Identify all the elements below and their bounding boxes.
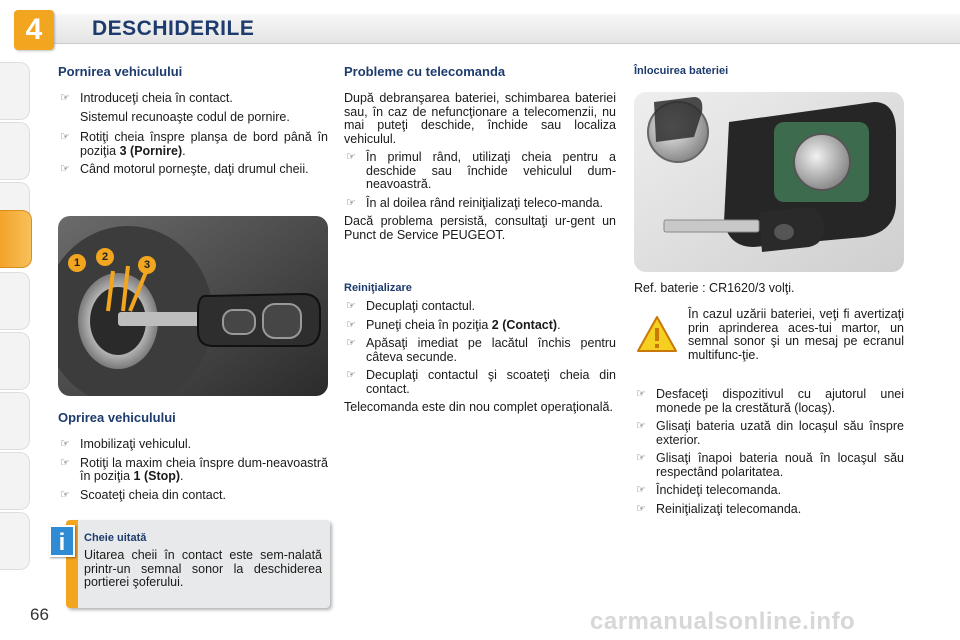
side-tab[interactable] bbox=[0, 452, 30, 510]
chapter-badge bbox=[14, 10, 54, 50]
list-item: ☞ În al doilea rând reiniţializaţi teleco-manda. bbox=[346, 195, 603, 210]
info-icon: i bbox=[49, 525, 75, 557]
list-item: ☞ Scoateţi cheia din contact. bbox=[60, 487, 226, 502]
pointer-icon: ☞ bbox=[60, 163, 70, 175]
list-item: ☞ Glisaţi bateria uzată din locaşul său înspre exterior. bbox=[636, 419, 904, 447]
position-label-2: 2 bbox=[96, 248, 114, 266]
list-item: ☞ Rotiţi cheia înspre planşa de bord până în poziţia 3 (Pornire). bbox=[60, 130, 328, 158]
pointer-icon: ☞ bbox=[60, 131, 70, 143]
pointer-icon: ☞ bbox=[346, 196, 356, 209]
list-item: ☞ Glisaţi înapoi bateria nouă în locaşul său respectând polaritatea. bbox=[636, 451, 904, 479]
list-item: ☞ În primul rând, utilizaţi cheia pentru a deschide sau închide vehiculul dum-neavoastră. bbox=[346, 150, 616, 191]
pointer-icon: ☞ bbox=[636, 420, 646, 432]
side-tab[interactable] bbox=[0, 272, 30, 330]
side-tab[interactable] bbox=[0, 332, 30, 390]
info-box bbox=[66, 520, 330, 608]
start-section bbox=[58, 64, 328, 182]
side-tab[interactable] bbox=[0, 122, 30, 180]
remote-intro: După debranşarea bateriei, schimbarea bateriei sau, în caz de nefuncţionare a telecomenzii, nu mai puteţi deschide, închide sau localiza vehiculul. bbox=[344, 91, 616, 146]
side-tab[interactable] bbox=[0, 62, 30, 120]
battery-ref bbox=[634, 282, 904, 296]
list-item: ☞ Reiniţializaţi telecomanda. bbox=[636, 501, 802, 516]
battery-ref-text: Ref. baterie : CR1620/3 volţi. bbox=[634, 281, 795, 295]
list-item: ☞ Închideţi telecomanda. bbox=[636, 483, 782, 497]
list-item: ☞ Desfaceţi dispozitivul cu ajutorul unei monede pe la crestătură (locaş). bbox=[636, 387, 904, 415]
info-text: Uitarea cheii în contact este sem-nalată printr-un semnal sonor la deschiderea portierei şoferului. bbox=[84, 548, 322, 589]
battery-section bbox=[634, 64, 904, 78]
page-title: DESCHIDERILE bbox=[92, 17, 255, 40]
pointer-icon: ☞ bbox=[346, 318, 356, 331]
watermark: carmanualsonline.info bbox=[590, 608, 856, 635]
reinit-footer: Telecomanda este din nou complet operaţională. bbox=[344, 400, 613, 414]
remote-section bbox=[344, 64, 616, 242]
side-tab[interactable] bbox=[0, 512, 30, 570]
pointer-icon: ☞ bbox=[346, 337, 356, 349]
page-number: 66 bbox=[30, 605, 49, 624]
pointer-icon: ☞ bbox=[60, 488, 70, 501]
pointer-icon: ☞ bbox=[60, 456, 70, 469]
stop-section bbox=[58, 410, 328, 507]
battery-heading: Înlocuirea bateriei bbox=[634, 65, 729, 77]
pointer-icon: ☞ bbox=[346, 151, 356, 163]
reinit-heading: Reiniţializare bbox=[344, 282, 412, 294]
chapter-number: 4 bbox=[25, 13, 43, 46]
reinit-section bbox=[344, 282, 616, 415]
remote-battery-photo bbox=[634, 92, 904, 272]
info-title: Cheie uitată bbox=[84, 532, 147, 544]
warning-icon bbox=[636, 315, 678, 353]
remote-heading: Probleme cu telecomanda bbox=[344, 64, 506, 79]
start-note: Sistemul recunoaşte codul de pornire. bbox=[80, 109, 290, 124]
list-item: ☞ Imobilizaţi vehiculul. bbox=[60, 437, 192, 451]
side-tab-active[interactable] bbox=[0, 210, 32, 268]
battery-steps bbox=[634, 388, 904, 521]
list-item: ☞ Puneţi cheia în poziţia 2 (Contact). bbox=[346, 317, 561, 332]
list-item: ☞ Apăsaţi imediat pe lacătul închis pentru câteva secunde. bbox=[346, 336, 616, 364]
position-label-1: 1 bbox=[68, 254, 86, 272]
list-item: ☞ Rotiţi la maxim cheia înspre dum-neavoastră în poziţia 1 (Stop). bbox=[60, 455, 328, 483]
battery-warning-text: În cazul uzării bateriei, veţi fi avertizaţi prin aprinderea aces-tui martor, un semnal sonor şi un mesaj pe ecranul multifunc-ţie. bbox=[688, 307, 904, 362]
list-item: ☞ Decuplaţi contactul şi scoateţi cheia din contact. bbox=[346, 368, 616, 396]
pointer-icon: ☞ bbox=[60, 92, 70, 104]
pointer-icon: ☞ bbox=[636, 452, 646, 464]
list-item: ☞ Decuplaţi contactul. bbox=[346, 299, 476, 313]
remote-outro: Dacă problema persistă, consultaţi ur-gent un Punct de Service PEUGEOT. bbox=[344, 214, 616, 242]
pointer-icon: ☞ bbox=[636, 484, 646, 496]
ignition-key-photo bbox=[58, 216, 328, 396]
start-heading: Pornirea vehiculului bbox=[58, 64, 183, 79]
stop-heading: Oprirea vehiculului bbox=[58, 410, 176, 425]
side-tab[interactable] bbox=[0, 392, 30, 450]
list-item: ☞ Introduceţi cheia în contact. bbox=[60, 91, 233, 105]
list-item: ☞ Când motorul porneşte, daţi drumul cheii. bbox=[60, 162, 309, 176]
battery-warning bbox=[688, 308, 904, 362]
pointer-icon: ☞ bbox=[60, 438, 70, 450]
pointer-icon: ☞ bbox=[346, 300, 356, 312]
position-label-3: 3 bbox=[138, 256, 156, 274]
pointer-icon: ☞ bbox=[636, 502, 646, 515]
pointer-icon: ☞ bbox=[636, 388, 646, 400]
pointer-icon: ☞ bbox=[346, 369, 356, 381]
